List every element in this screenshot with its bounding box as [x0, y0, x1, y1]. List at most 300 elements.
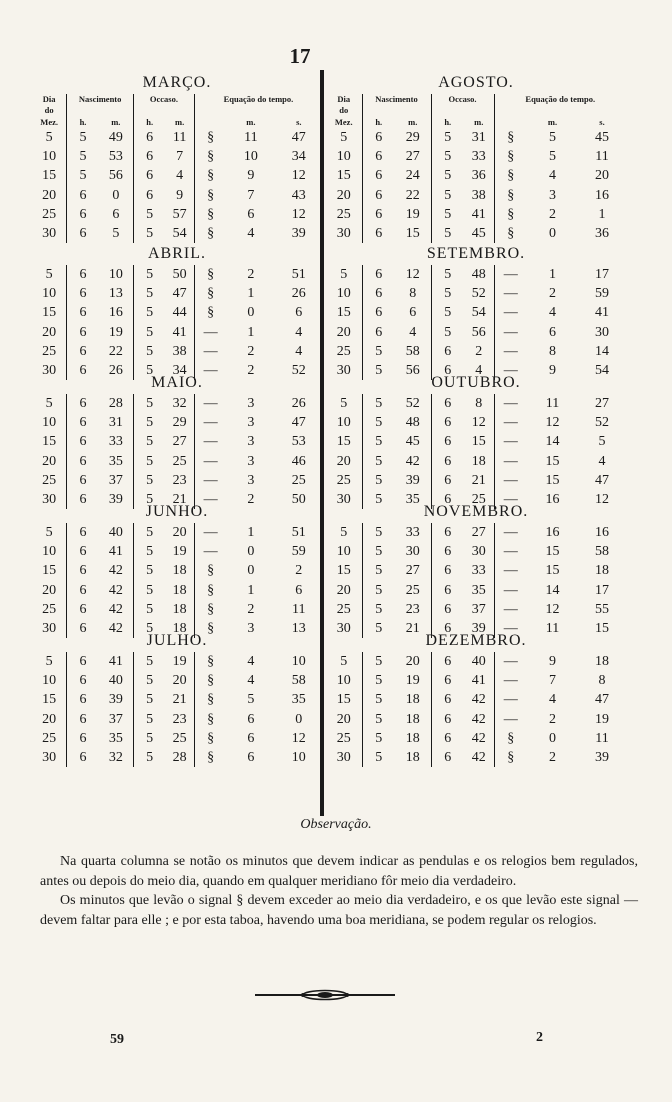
table-row: [32, 413, 322, 432]
table-cell: §: [207, 621, 215, 637]
observation-paragraph: Os minutos que levão o signal § devem exceder ao meio dia verdadeiro, e os que levão este signal — devem faltar para elle ; e por esta taboa, havendo uma boa meridiana, se podem regular os relogios.: [40, 893, 638, 928]
table-row: [32, 523, 322, 542]
table-row: [32, 710, 322, 729]
table-cell: 10: [326, 413, 362, 432]
table-cell: 30: [395, 542, 431, 561]
table-cell: —: [503, 601, 518, 617]
table-cell: 6: [375, 168, 383, 184]
table-cell: 5: [79, 130, 87, 145]
table-cell: 45: [395, 432, 431, 451]
table-cell: 6: [79, 363, 87, 379]
table-cell: 6: [444, 472, 452, 488]
table-cell: 6: [444, 415, 452, 431]
month-section: [326, 372, 626, 508]
table-cell: 5: [444, 267, 452, 282]
table-cell: 11: [165, 128, 194, 147]
table-cell: 57: [165, 205, 194, 224]
table-cell: §: [207, 226, 215, 242]
header-row: [326, 105, 626, 116]
table-cell: 1: [549, 267, 556, 282]
table-cell: 6: [79, 396, 87, 411]
table-cell: 45: [595, 130, 609, 145]
table-cell: 35: [464, 581, 494, 600]
table-cell: 5: [32, 128, 67, 147]
month-section: [32, 72, 322, 243]
table-cell: 10: [326, 147, 362, 166]
table-cell: 58: [595, 544, 609, 560]
table-cell: 41: [99, 652, 134, 671]
table-cell: 6: [444, 525, 452, 540]
table-cell: 11: [595, 730, 609, 746]
table-cell: —: [503, 582, 518, 598]
table-cell: §: [207, 286, 215, 302]
table-row: [326, 542, 626, 561]
unit-label: h.: [444, 117, 452, 127]
table-cell: 5: [375, 472, 383, 488]
table-row: [32, 284, 322, 303]
table-cell: 6: [79, 544, 87, 560]
table-cell: 10: [32, 671, 67, 690]
table-cell: 19: [395, 205, 431, 224]
table-cell: —: [503, 343, 518, 359]
month-section: [326, 630, 626, 766]
table-cell: 5: [598, 434, 606, 450]
table-cell: 47: [595, 692, 609, 708]
table-cell: 6: [444, 621, 452, 637]
table-cell: 20: [395, 652, 431, 671]
table-cell: 6: [247, 206, 255, 222]
header-blank: [431, 105, 494, 116]
table-cell: 24: [395, 166, 431, 185]
table-row: [32, 224, 322, 243]
table-cell: —: [503, 492, 518, 508]
table-cell: §: [207, 730, 215, 746]
table-row: [326, 128, 626, 147]
table-cell: 42: [464, 710, 494, 729]
table-row: [32, 394, 322, 413]
table-cell: 6: [375, 305, 383, 321]
table-cell: 6: [79, 187, 87, 203]
table-cell: §: [207, 750, 215, 766]
table-cell: 15: [545, 472, 560, 488]
table-cell: 6: [79, 492, 87, 508]
table-cell: 6: [79, 582, 87, 598]
table-cell: 20: [32, 581, 67, 600]
table-cell: 11: [545, 621, 560, 637]
equation-header: Equação do tempo.: [525, 94, 596, 104]
table-cell: 6: [79, 654, 87, 669]
table-cell: 4: [295, 324, 303, 340]
table-cell: 15: [32, 303, 67, 322]
table-cell: 33: [99, 432, 134, 451]
table-cell: 2: [247, 601, 255, 617]
day-header: Dia: [32, 94, 67, 105]
table-cell: —: [503, 363, 518, 379]
table-cell: 5: [146, 396, 154, 411]
table-cell: 5: [32, 394, 67, 413]
table-cell: 6: [375, 187, 383, 203]
month-section: [326, 243, 626, 379]
table-row: [326, 303, 626, 322]
table-cell: 6: [444, 582, 452, 598]
table-cell: 20: [326, 452, 362, 471]
table-cell: 30: [32, 224, 67, 243]
table-cell: 5: [375, 730, 383, 746]
table-cell: 7: [165, 147, 194, 166]
table-cell: 55: [595, 601, 609, 617]
right-column: [326, 72, 626, 766]
table-row: [326, 671, 626, 690]
table-cell: 41: [464, 205, 494, 224]
table-cell: 15: [326, 690, 362, 709]
sunset-header: Occaso.: [431, 94, 494, 105]
table-cell: 4: [549, 168, 556, 184]
table-cell: 5: [549, 149, 556, 165]
table-cell: 23: [165, 471, 194, 490]
table-cell: 18: [165, 561, 194, 580]
table-cell: 6: [79, 711, 87, 727]
table-cell: §: [207, 187, 215, 203]
table-cell: §: [207, 692, 215, 708]
table-cell: —: [503, 654, 518, 669]
table-cell: 5: [375, 750, 383, 766]
table-cell: 2: [247, 492, 255, 508]
signature-mark: 59: [110, 1032, 124, 1047]
table-cell: 5: [375, 453, 383, 469]
table-cell: 30: [326, 224, 362, 243]
table-cell: 39: [464, 619, 494, 638]
table-row: [326, 186, 626, 205]
table-cell: 11: [595, 149, 609, 165]
table-cell: 5: [146, 544, 154, 560]
table-cell: 5: [146, 525, 154, 540]
unit-label: s.: [599, 117, 605, 127]
table-cell: 0: [247, 563, 255, 579]
table-cell: 5: [146, 730, 154, 746]
table-cell: 25: [165, 452, 194, 471]
ornament-divider: [255, 988, 395, 1002]
table-cell: 17: [595, 267, 609, 282]
table-cell: §: [207, 168, 215, 184]
table-cell: 5: [146, 226, 154, 242]
table-cell: 15: [395, 224, 431, 243]
table-cell: 30: [32, 490, 67, 509]
unit-label: [494, 116, 527, 128]
table-cell: 10: [32, 284, 67, 303]
table-row: [326, 432, 626, 451]
table-cell: 54: [464, 303, 494, 322]
table-cell: 5: [375, 582, 383, 598]
table-cell: 5: [146, 692, 154, 708]
table-cell: 20: [595, 168, 609, 184]
table-cell: 5: [375, 673, 383, 689]
table-cell: 25: [32, 471, 67, 490]
table-cell: 15: [545, 453, 560, 469]
table-cell: 31: [99, 413, 134, 432]
table-cell: 1: [247, 324, 255, 340]
table-cell: 6: [444, 544, 452, 560]
table-cell: 1: [598, 206, 606, 222]
table-cell: 6: [99, 205, 134, 224]
table-cell: 32: [99, 748, 134, 767]
table-cell: 41: [165, 323, 194, 342]
unit-label: m.: [395, 116, 431, 128]
table-row: [326, 690, 626, 709]
table-cell: 4: [549, 692, 556, 708]
table-cell: 8: [549, 343, 556, 359]
table-cell: 9: [549, 363, 556, 379]
table-cell: —: [503, 415, 518, 431]
table-cell: 20: [165, 671, 194, 690]
table-cell: 6: [79, 286, 87, 302]
table-cell: 11: [545, 396, 560, 411]
table-cell: —: [503, 711, 518, 727]
table-row: [326, 652, 626, 671]
table-cell: —: [503, 525, 518, 540]
table-cell: 35: [99, 729, 134, 748]
table-cell: 19: [165, 652, 194, 671]
table-cell: 47: [291, 130, 306, 145]
equation-header: Equação do tempo.: [223, 94, 294, 104]
table-cell: 56: [395, 361, 431, 380]
table-cell: —: [503, 563, 518, 579]
table-cell: 0: [247, 305, 255, 321]
table-cell: 5: [146, 415, 154, 431]
table-cell: §: [207, 673, 215, 689]
table-cell: 3: [247, 396, 255, 411]
table-cell: 15: [545, 544, 560, 560]
table-cell: 42: [464, 748, 494, 767]
table-cell: 10: [32, 413, 67, 432]
table-cell: 3: [549, 187, 556, 203]
table-row: [326, 147, 626, 166]
unit-label: m.: [547, 117, 558, 127]
table-row: [326, 284, 626, 303]
table-row: [32, 128, 322, 147]
table-cell: 6: [444, 453, 452, 469]
table-cell: 2: [464, 342, 494, 361]
table-cell: 21: [165, 690, 194, 709]
table-row: [32, 342, 322, 361]
table-cell: 9: [549, 654, 556, 669]
table-cell: 38: [165, 342, 194, 361]
table-cell: 30: [32, 361, 67, 380]
header-blank: [67, 105, 134, 116]
table-cell: 58: [395, 342, 431, 361]
table-cell: 35: [99, 452, 134, 471]
day-header: do: [326, 105, 362, 116]
table-cell: 16: [545, 492, 560, 508]
table-cell: 50: [165, 265, 194, 284]
header-blank: [133, 105, 194, 116]
unit-label: h.: [146, 117, 154, 127]
table-cell: 31: [464, 128, 494, 147]
table-cell: 6: [79, 267, 87, 282]
table-cell: §: [207, 654, 215, 669]
table-cell: 12: [464, 413, 494, 432]
table-cell: 5: [146, 363, 154, 379]
table-cell: §: [207, 305, 215, 321]
table-row: [32, 652, 322, 671]
table-cell: 5: [32, 523, 67, 542]
ephemeris-table: [32, 394, 322, 509]
table-row: [32, 542, 322, 561]
table-cell: 5: [444, 305, 452, 321]
table-cell: —: [203, 492, 218, 508]
table-cell: 5: [146, 286, 154, 302]
month-section: [32, 243, 322, 379]
table-cell: 10: [99, 265, 134, 284]
table-cell: 20: [326, 581, 362, 600]
table-row: [32, 147, 322, 166]
table-cell: —: [503, 305, 518, 321]
table-cell: 6: [375, 149, 383, 165]
table-cell: 41: [464, 671, 494, 690]
table-cell: 32: [165, 394, 194, 413]
table-row: [326, 561, 626, 580]
table-cell: —: [503, 267, 518, 282]
table-cell: 5: [375, 563, 383, 579]
table-cell: 4: [464, 361, 494, 380]
table-cell: 3: [247, 434, 255, 450]
table-cell: 21: [165, 490, 194, 509]
table-cell: 19: [99, 323, 134, 342]
table-cell: 5: [146, 673, 154, 689]
table-cell: 20: [326, 323, 362, 342]
table-cell: §: [507, 130, 515, 145]
table-cell: —: [203, 363, 218, 379]
table-cell: 0: [549, 226, 556, 242]
table-row: [32, 452, 322, 471]
table-cell: 6: [375, 226, 383, 242]
table-cell: 16: [545, 525, 560, 540]
table-cell: 25: [326, 729, 362, 748]
table-cell: 30: [326, 361, 362, 380]
sunrise-header: Nascimento: [67, 94, 134, 105]
table-cell: 39: [595, 750, 609, 766]
table-cell: 5: [375, 525, 383, 540]
table-row: [326, 729, 626, 748]
table-cell: 6: [79, 563, 87, 579]
table-cell: 5: [146, 472, 154, 488]
table-cell: —: [503, 324, 518, 340]
table-cell: 10: [326, 542, 362, 561]
table-cell: 5: [326, 128, 362, 147]
table-cell: 5: [375, 492, 383, 508]
table-cell: 10: [32, 147, 67, 166]
footer-page-mark: 2: [536, 1030, 543, 1045]
table-cell: §: [207, 582, 215, 598]
table-cell: 6: [79, 692, 87, 708]
table-cell: 0: [99, 186, 134, 205]
unit-row: [326, 116, 626, 128]
table-cell: 6: [79, 673, 87, 689]
table-cell: §: [207, 563, 215, 579]
table-cell: 10: [291, 750, 306, 766]
table-cell: 3: [247, 415, 255, 431]
table-cell: 10: [291, 654, 306, 669]
table-cell: 14: [545, 434, 560, 450]
table-cell: §: [207, 206, 215, 222]
table-cell: 6: [444, 692, 452, 708]
header-blank: [494, 105, 626, 116]
table-cell: 35: [291, 692, 306, 708]
table-cell: 6: [444, 711, 452, 727]
table-cell: 15: [326, 561, 362, 580]
table-cell: 29: [395, 128, 431, 147]
table-cell: 42: [464, 729, 494, 748]
table-cell: 4: [598, 453, 606, 469]
table-cell: —: [503, 621, 518, 637]
table-cell: 42: [99, 561, 134, 580]
table-cell: 25: [32, 342, 67, 361]
table-cell: 18: [395, 690, 431, 709]
table-cell: 53: [291, 434, 306, 450]
table-cell: 9: [165, 186, 194, 205]
table-cell: 5: [444, 130, 452, 145]
table-cell: 9: [247, 168, 255, 184]
table-cell: 25: [464, 490, 494, 509]
table-cell: 2: [247, 343, 255, 359]
table-cell: 18: [395, 729, 431, 748]
table-row: [326, 342, 626, 361]
table-cell: 5: [444, 286, 452, 302]
table-cell: 30: [464, 542, 494, 561]
table-cell: 42: [99, 600, 134, 619]
table-cell: 5: [375, 544, 383, 560]
table-cell: 6: [247, 730, 255, 746]
table-cell: —: [203, 343, 218, 359]
table-cell: 6: [79, 324, 87, 340]
month-title: MAIO.: [151, 374, 203, 391]
header-row: [32, 105, 322, 116]
table-cell: 36: [464, 166, 494, 185]
table-cell: —: [203, 434, 218, 450]
table-cell: 21: [464, 471, 494, 490]
table-cell: 3: [247, 621, 255, 637]
table-cell: 54: [165, 224, 194, 243]
table-cell: 5: [375, 363, 383, 379]
table-cell: 25: [395, 581, 431, 600]
table-cell: 4: [165, 166, 194, 185]
table-cell: 5: [549, 130, 556, 145]
table-cell: 5: [146, 434, 154, 450]
table-cell: 40: [464, 652, 494, 671]
table-cell: 10: [326, 671, 362, 690]
table-row: [326, 166, 626, 185]
ephemeris-table: [32, 652, 322, 767]
table-cell: 18: [395, 748, 431, 767]
table-cell: 6: [375, 324, 383, 340]
table-cell: 0: [295, 711, 303, 727]
month-title: DEZEMBRO.: [425, 632, 527, 649]
table-cell: 42: [464, 690, 494, 709]
table-cell: —: [203, 324, 218, 340]
table-cell: 25: [326, 342, 362, 361]
table-cell: 6: [444, 673, 452, 689]
table-cell: 27: [165, 432, 194, 451]
table-cell: 5: [146, 563, 154, 579]
table-cell: 25: [165, 729, 194, 748]
table-cell: §: [207, 130, 215, 145]
table-cell: 6: [444, 434, 452, 450]
table-cell: 39: [99, 690, 134, 709]
table-cell: 5: [375, 601, 383, 617]
table-cell: 6: [79, 472, 87, 488]
table-cell: 42: [395, 452, 431, 471]
table-cell: 2: [549, 711, 556, 727]
table-cell: 14: [545, 582, 560, 598]
